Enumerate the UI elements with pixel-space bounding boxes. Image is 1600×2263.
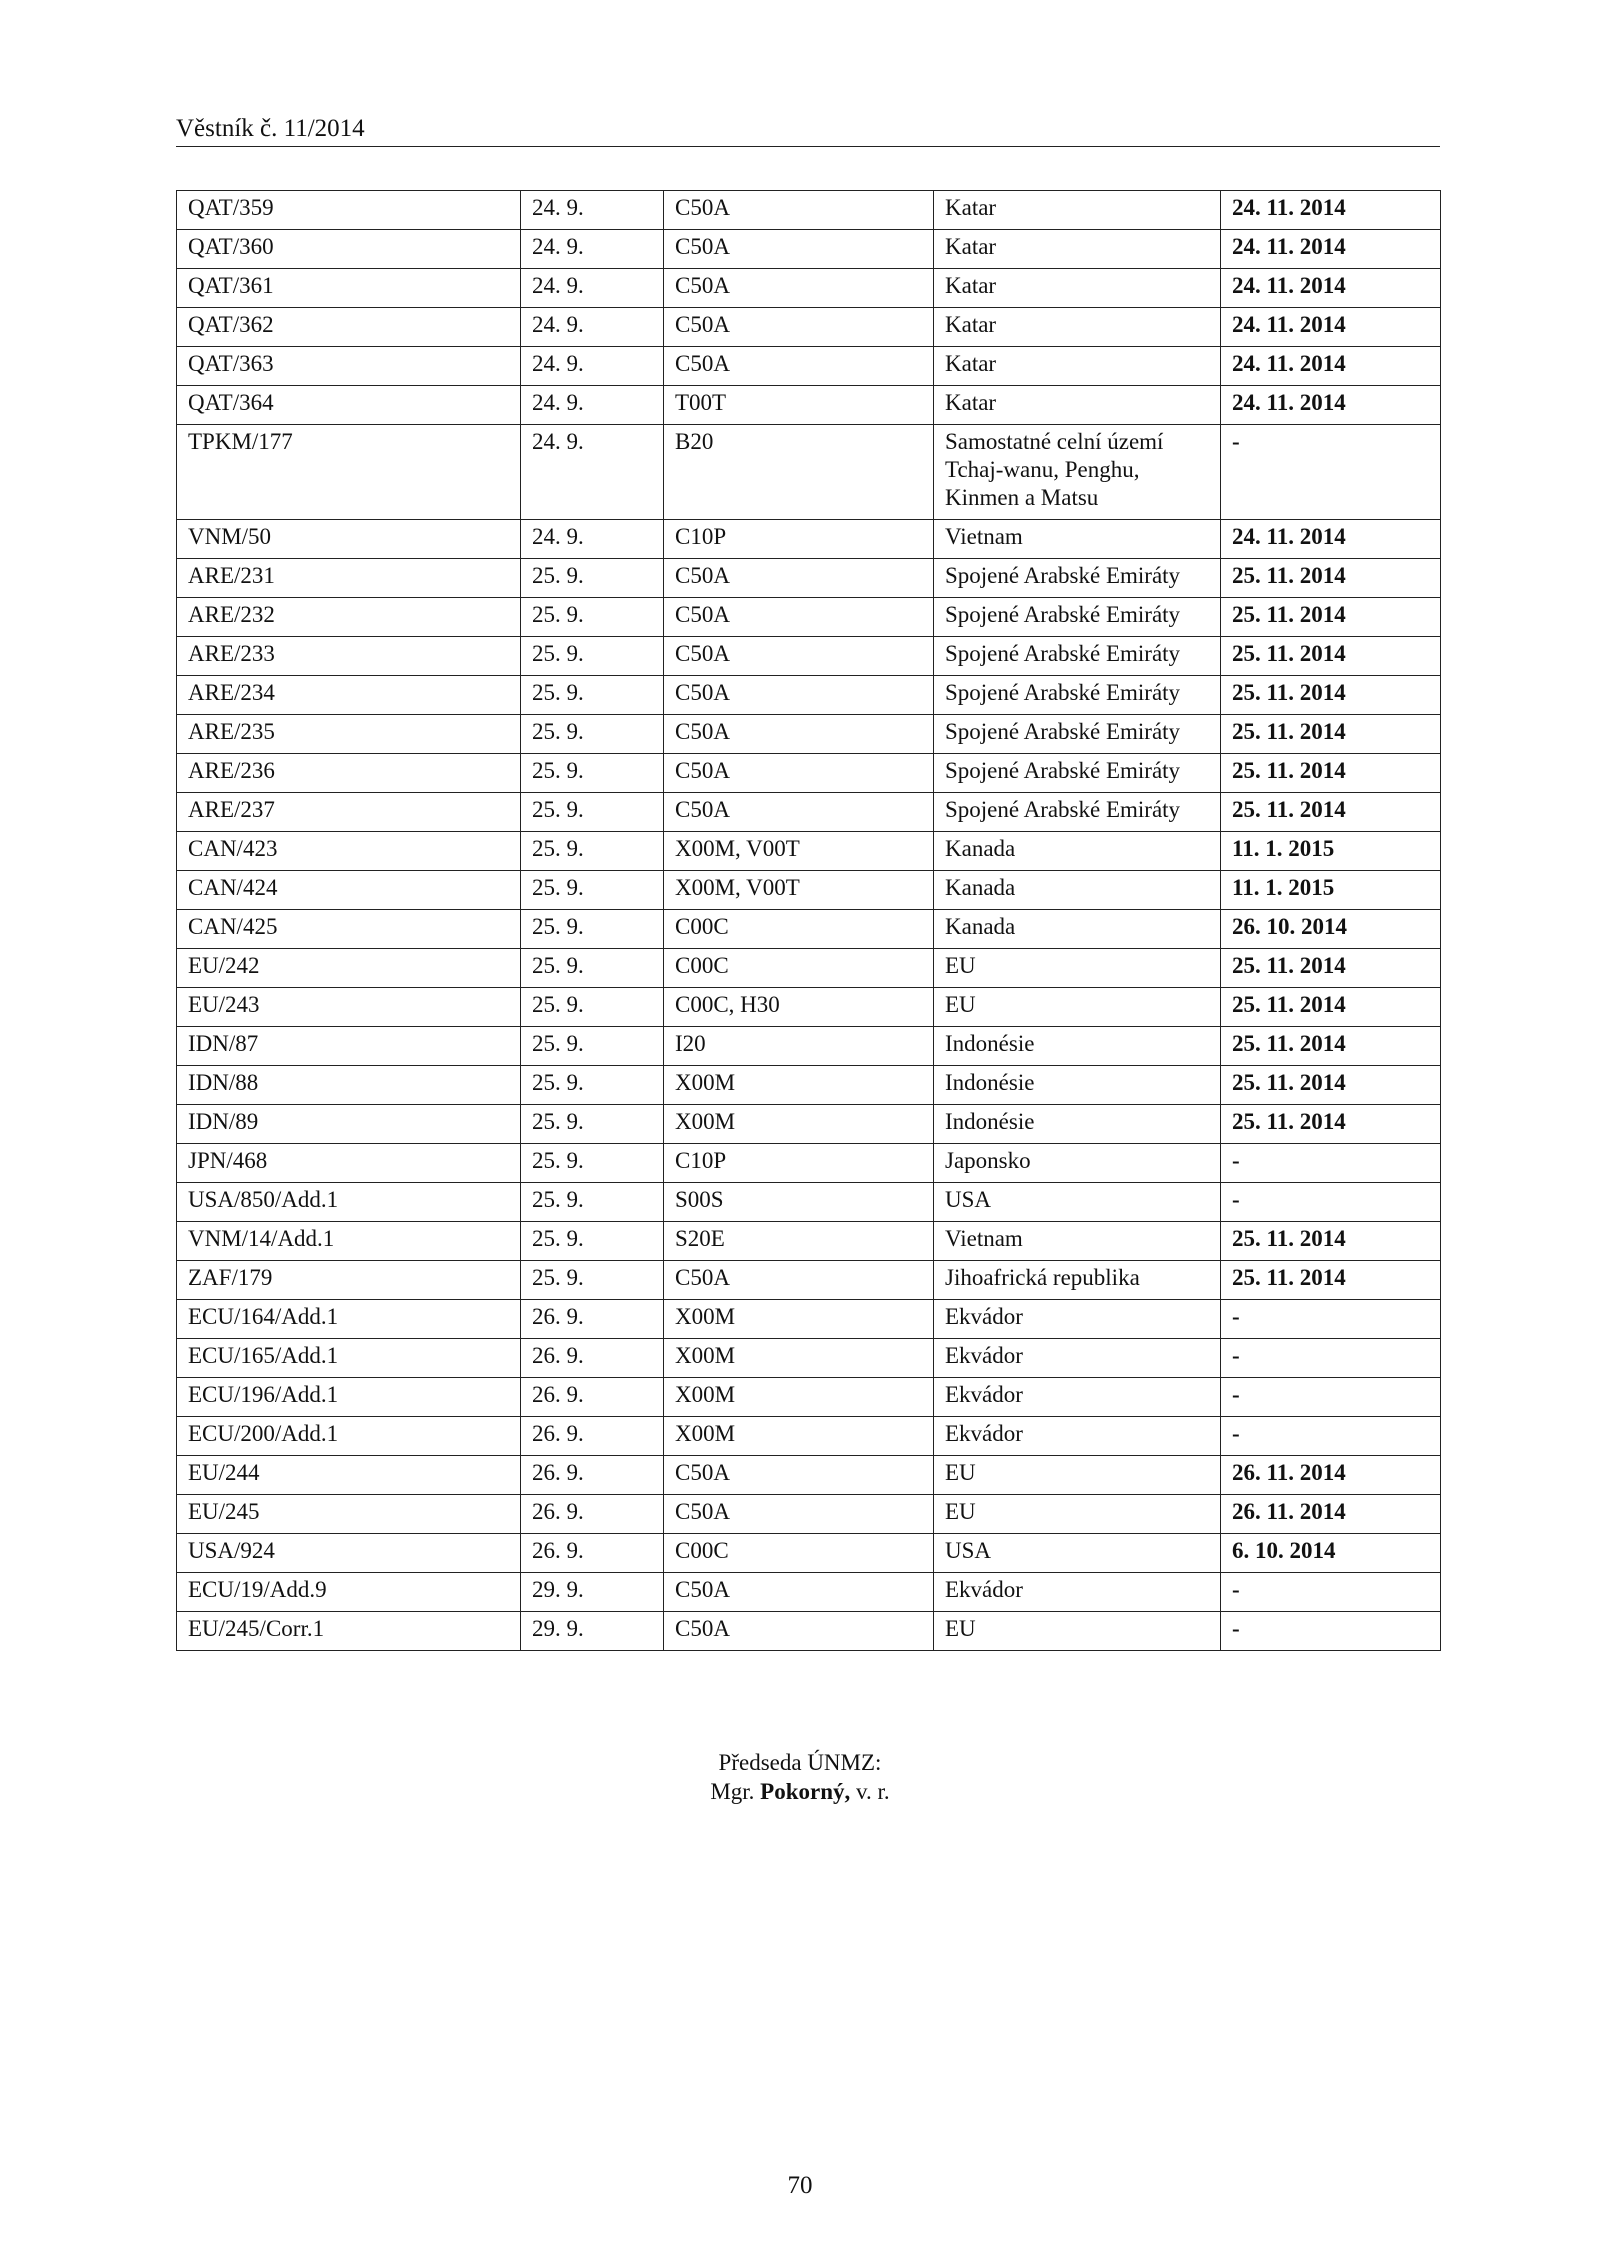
cell-date: 25. 9. bbox=[521, 1144, 664, 1183]
cell-deadline: 6. 10. 2014 bbox=[1221, 1534, 1441, 1573]
table-row bbox=[177, 559, 1441, 598]
cell-date: 25. 9. bbox=[521, 1066, 664, 1105]
cell-date: 25. 9. bbox=[521, 637, 664, 676]
cell-codes: C00C bbox=[664, 910, 934, 949]
table-body bbox=[177, 191, 1441, 1651]
cell-country: Kanada bbox=[934, 871, 1221, 910]
cell-country: Indonésie bbox=[934, 1105, 1221, 1144]
signature-name: Pokorný, bbox=[760, 1779, 851, 1804]
cell-symbol: ARE/232 bbox=[177, 598, 521, 637]
cell-date: 26. 9. bbox=[521, 1339, 664, 1378]
cell-symbol: EU/244 bbox=[177, 1456, 521, 1495]
cell-country: Spojené Arabské Emiráty bbox=[934, 598, 1221, 637]
cell-codes: C50A bbox=[664, 1495, 934, 1534]
cell-country: Ekvádor bbox=[934, 1300, 1221, 1339]
cell-date: 25. 9. bbox=[521, 598, 664, 637]
cell-codes: X00M, V00T bbox=[664, 832, 934, 871]
cell-deadline: 11. 1. 2015 bbox=[1221, 871, 1441, 910]
cell-date: 25. 9. bbox=[521, 793, 664, 832]
table-row bbox=[177, 676, 1441, 715]
table-row bbox=[177, 637, 1441, 676]
cell-deadline: 24. 11. 2014 bbox=[1221, 230, 1441, 269]
cell-date: 24. 9. bbox=[521, 230, 664, 269]
page-number: 70 bbox=[787, 2172, 813, 2199]
table-row bbox=[177, 871, 1441, 910]
cell-country: Ekvádor bbox=[934, 1378, 1221, 1417]
cell-country: Japonsko bbox=[934, 1144, 1221, 1183]
table-row bbox=[177, 1222, 1441, 1261]
cell-deadline: 24. 11. 2014 bbox=[1221, 347, 1441, 386]
cell-country: Spojené Arabské Emiráty bbox=[934, 559, 1221, 598]
cell-country: Ekvádor bbox=[934, 1573, 1221, 1612]
table-row bbox=[177, 1573, 1441, 1612]
cell-codes: C50A bbox=[664, 1261, 934, 1300]
cell-date: 25. 9. bbox=[521, 715, 664, 754]
cell-date: 25. 9. bbox=[521, 1261, 664, 1300]
cell-codes: C50A bbox=[664, 637, 934, 676]
cell-deadline: 24. 11. 2014 bbox=[1221, 308, 1441, 347]
table-row bbox=[177, 832, 1441, 871]
cell-date: 25. 9. bbox=[521, 1027, 664, 1066]
cell-country: Kanada bbox=[934, 832, 1221, 871]
cell-symbol: QAT/361 bbox=[177, 269, 521, 308]
cell-date: 26. 9. bbox=[521, 1456, 664, 1495]
cell-country: Spojené Arabské Emiráty bbox=[934, 793, 1221, 832]
table-row bbox=[177, 1066, 1441, 1105]
cell-deadline: 25. 11. 2014 bbox=[1221, 637, 1441, 676]
cell-codes: C00C bbox=[664, 1534, 934, 1573]
table-row bbox=[177, 230, 1441, 269]
cell-codes: C50A bbox=[664, 1612, 934, 1651]
table-row bbox=[177, 1105, 1441, 1144]
cell-symbol: QAT/359 bbox=[177, 191, 521, 230]
cell-country: Katar bbox=[934, 230, 1221, 269]
cell-deadline: - bbox=[1221, 1612, 1441, 1651]
cell-deadline: 24. 11. 2014 bbox=[1221, 191, 1441, 230]
table-row bbox=[177, 988, 1441, 1027]
cell-country: Spojené Arabské Emiráty bbox=[934, 754, 1221, 793]
table-row bbox=[177, 1339, 1441, 1378]
cell-codes: X00M bbox=[664, 1417, 934, 1456]
cell-codes: X00M bbox=[664, 1378, 934, 1417]
cell-date: 24. 9. bbox=[521, 191, 664, 230]
cell-codes: C10P bbox=[664, 520, 934, 559]
cell-date: 26. 9. bbox=[521, 1300, 664, 1339]
cell-codes: C50A bbox=[664, 347, 934, 386]
table-row bbox=[177, 386, 1441, 425]
cell-date: 25. 9. bbox=[521, 910, 664, 949]
cell-deadline: 11. 1. 2015 bbox=[1221, 832, 1441, 871]
notifications-table bbox=[176, 190, 1441, 1651]
cell-symbol: EU/243 bbox=[177, 988, 521, 1027]
table-row bbox=[177, 1612, 1441, 1651]
cell-date: 24. 9. bbox=[521, 269, 664, 308]
cell-deadline: 25. 11. 2014 bbox=[1221, 1222, 1441, 1261]
cell-symbol: EU/245/Corr.1 bbox=[177, 1612, 521, 1651]
cell-symbol: QAT/364 bbox=[177, 386, 521, 425]
cell-country: USA bbox=[934, 1183, 1221, 1222]
cell-country: Kanada bbox=[934, 910, 1221, 949]
cell-deadline: - bbox=[1221, 425, 1441, 520]
table-row bbox=[177, 754, 1441, 793]
cell-deadline: - bbox=[1221, 1339, 1441, 1378]
cell-symbol: CAN/424 bbox=[177, 871, 521, 910]
cell-deadline: 25. 11. 2014 bbox=[1221, 1105, 1441, 1144]
table-row bbox=[177, 191, 1441, 230]
cell-deadline: - bbox=[1221, 1300, 1441, 1339]
cell-country: EU bbox=[934, 1495, 1221, 1534]
cell-symbol: USA/850/Add.1 bbox=[177, 1183, 521, 1222]
cell-deadline: 24. 11. 2014 bbox=[1221, 386, 1441, 425]
cell-country: Katar bbox=[934, 308, 1221, 347]
cell-date: 25. 9. bbox=[521, 1105, 664, 1144]
cell-deadline: 24. 11. 2014 bbox=[1221, 520, 1441, 559]
cell-symbol: ARE/235 bbox=[177, 715, 521, 754]
cell-codes: C50A bbox=[664, 230, 934, 269]
cell-date: 29. 9. bbox=[521, 1612, 664, 1651]
table-row bbox=[177, 1378, 1441, 1417]
cell-deadline: 26. 11. 2014 bbox=[1221, 1456, 1441, 1495]
cell-country: Vietnam bbox=[934, 520, 1221, 559]
cell-deadline: - bbox=[1221, 1573, 1441, 1612]
cell-date: 29. 9. bbox=[521, 1573, 664, 1612]
cell-country: EU bbox=[934, 949, 1221, 988]
cell-symbol: ZAF/179 bbox=[177, 1261, 521, 1300]
cell-deadline: 25. 11. 2014 bbox=[1221, 598, 1441, 637]
cell-codes: S00S bbox=[664, 1183, 934, 1222]
cell-codes: C50A bbox=[664, 1456, 934, 1495]
cell-date: 26. 9. bbox=[521, 1417, 664, 1456]
cell-country: Indonésie bbox=[934, 1066, 1221, 1105]
cell-codes: X00M, V00T bbox=[664, 871, 934, 910]
cell-date: 24. 9. bbox=[521, 347, 664, 386]
cell-country: EU bbox=[934, 1456, 1221, 1495]
table-row bbox=[177, 520, 1441, 559]
cell-deadline: - bbox=[1221, 1144, 1441, 1183]
cell-symbol: ECU/165/Add.1 bbox=[177, 1339, 521, 1378]
cell-deadline: 25. 11. 2014 bbox=[1221, 676, 1441, 715]
cell-deadline: 25. 11. 2014 bbox=[1221, 1261, 1441, 1300]
cell-deadline: 25. 11. 2014 bbox=[1221, 715, 1441, 754]
cell-codes: C50A bbox=[664, 715, 934, 754]
table-row bbox=[177, 347, 1441, 386]
cell-symbol: EU/242 bbox=[177, 949, 521, 988]
cell-codes: C50A bbox=[664, 598, 934, 637]
cell-deadline: - bbox=[1221, 1417, 1441, 1456]
cell-codes: I20 bbox=[664, 1027, 934, 1066]
cell-deadline: - bbox=[1221, 1183, 1441, 1222]
cell-deadline: - bbox=[1221, 1378, 1441, 1417]
cell-symbol: ECU/19/Add.9 bbox=[177, 1573, 521, 1612]
cell-codes: C50A bbox=[664, 676, 934, 715]
cell-codes: C50A bbox=[664, 793, 934, 832]
cell-codes: X00M bbox=[664, 1066, 934, 1105]
cell-codes: X00M bbox=[664, 1339, 934, 1378]
cell-symbol: VNM/50 bbox=[177, 520, 521, 559]
page-header-title: Věstník č. 11/2014 bbox=[176, 115, 365, 142]
cell-country: Spojené Arabské Emiráty bbox=[934, 676, 1221, 715]
signature-prefix: Mgr. bbox=[710, 1779, 755, 1804]
cell-codes: C50A bbox=[664, 754, 934, 793]
table-row bbox=[177, 1495, 1441, 1534]
cell-date: 25. 9. bbox=[521, 754, 664, 793]
cell-date: 24. 9. bbox=[521, 308, 664, 347]
table-row bbox=[177, 598, 1441, 637]
cell-country: EU bbox=[934, 1612, 1221, 1651]
table-row bbox=[177, 1300, 1441, 1339]
cell-deadline: 25. 11. 2014 bbox=[1221, 559, 1441, 598]
cell-date: 24. 9. bbox=[521, 386, 664, 425]
cell-country: Ekvádor bbox=[934, 1339, 1221, 1378]
cell-codes: C50A bbox=[664, 191, 934, 230]
cell-codes: C50A bbox=[664, 269, 934, 308]
cell-deadline: 25. 11. 2014 bbox=[1221, 988, 1441, 1027]
cell-date: 25. 9. bbox=[521, 832, 664, 871]
cell-deadline: 25. 11. 2014 bbox=[1221, 1027, 1441, 1066]
table-row bbox=[177, 1534, 1441, 1573]
cell-country: USA bbox=[934, 1534, 1221, 1573]
cell-country: Vietnam bbox=[934, 1222, 1221, 1261]
cell-symbol: TPKM/177 bbox=[177, 425, 521, 520]
cell-country: Indonésie bbox=[934, 1027, 1221, 1066]
cell-symbol: ARE/234 bbox=[177, 676, 521, 715]
cell-country: Ekvádor bbox=[934, 1417, 1221, 1456]
signature-block bbox=[0, 1748, 1600, 1806]
cell-codes: C10P bbox=[664, 1144, 934, 1183]
cell-codes: S20E bbox=[664, 1222, 934, 1261]
cell-date: 25. 9. bbox=[521, 1222, 664, 1261]
table-row bbox=[177, 1183, 1441, 1222]
table-row bbox=[177, 1417, 1441, 1456]
cell-deadline: 25. 11. 2014 bbox=[1221, 793, 1441, 832]
cell-date: 26. 9. bbox=[521, 1495, 664, 1534]
cell-date: 24. 9. bbox=[521, 425, 664, 520]
cell-symbol: CAN/425 bbox=[177, 910, 521, 949]
table-row bbox=[177, 949, 1441, 988]
table-row bbox=[177, 1261, 1441, 1300]
cell-date: 25. 9. bbox=[521, 1183, 664, 1222]
cell-country: Katar bbox=[934, 386, 1221, 425]
cell-symbol: ARE/237 bbox=[177, 793, 521, 832]
signature-line bbox=[0, 1777, 1600, 1806]
signature-suffix: v. r. bbox=[856, 1779, 890, 1804]
cell-codes: C50A bbox=[664, 559, 934, 598]
cell-symbol: QAT/362 bbox=[177, 308, 521, 347]
cell-symbol: IDN/89 bbox=[177, 1105, 521, 1144]
cell-country: Spojené Arabské Emiráty bbox=[934, 637, 1221, 676]
cell-symbol: IDN/87 bbox=[177, 1027, 521, 1066]
table-row bbox=[177, 425, 1441, 520]
table-row bbox=[177, 1027, 1441, 1066]
cell-symbol: JPN/468 bbox=[177, 1144, 521, 1183]
cell-symbol: ARE/231 bbox=[177, 559, 521, 598]
cell-deadline: 25. 11. 2014 bbox=[1221, 949, 1441, 988]
cell-country: Samostatné celní území Tchaj-wanu, Penghu, Kinmen a Matsu bbox=[934, 425, 1221, 520]
cell-date: 25. 9. bbox=[521, 676, 664, 715]
cell-country: Katar bbox=[934, 347, 1221, 386]
table-row bbox=[177, 1456, 1441, 1495]
cell-codes: C50A bbox=[664, 1573, 934, 1612]
cell-date: 25. 9. bbox=[521, 949, 664, 988]
cell-symbol: QAT/363 bbox=[177, 347, 521, 386]
cell-codes: C00C, H30 bbox=[664, 988, 934, 1027]
cell-symbol: ECU/164/Add.1 bbox=[177, 1300, 521, 1339]
cell-deadline: 24. 11. 2014 bbox=[1221, 269, 1441, 308]
cell-symbol: VNM/14/Add.1 bbox=[177, 1222, 521, 1261]
cell-country: Spojené Arabské Emiráty bbox=[934, 715, 1221, 754]
cell-date: 25. 9. bbox=[521, 988, 664, 1027]
cell-symbol: USA/924 bbox=[177, 1534, 521, 1573]
cell-symbol: ECU/200/Add.1 bbox=[177, 1417, 521, 1456]
cell-date: 24. 9. bbox=[521, 520, 664, 559]
cell-date: 26. 9. bbox=[521, 1378, 664, 1417]
cell-date: 26. 9. bbox=[521, 1534, 664, 1573]
cell-date: 25. 9. bbox=[521, 871, 664, 910]
cell-symbol: EU/245 bbox=[177, 1495, 521, 1534]
cell-country: Katar bbox=[934, 191, 1221, 230]
cell-codes: X00M bbox=[664, 1300, 934, 1339]
table-row bbox=[177, 308, 1441, 347]
cell-deadline: 26. 10. 2014 bbox=[1221, 910, 1441, 949]
cell-deadline: 25. 11. 2014 bbox=[1221, 1066, 1441, 1105]
signature-role: Předseda ÚNMZ: bbox=[718, 1750, 882, 1775]
cell-symbol: QAT/360 bbox=[177, 230, 521, 269]
cell-date: 25. 9. bbox=[521, 559, 664, 598]
cell-codes: C00C bbox=[664, 949, 934, 988]
cell-symbol: ARE/236 bbox=[177, 754, 521, 793]
table-row bbox=[177, 1144, 1441, 1183]
table-row bbox=[177, 793, 1441, 832]
cell-codes: X00M bbox=[664, 1105, 934, 1144]
cell-symbol: IDN/88 bbox=[177, 1066, 521, 1105]
table-row bbox=[177, 269, 1441, 308]
table-row bbox=[177, 910, 1441, 949]
cell-deadline: 25. 11. 2014 bbox=[1221, 754, 1441, 793]
cell-symbol: ECU/196/Add.1 bbox=[177, 1378, 521, 1417]
cell-codes: C50A bbox=[664, 308, 934, 347]
table-row bbox=[177, 715, 1441, 754]
cell-country: EU bbox=[934, 988, 1221, 1027]
page-header bbox=[176, 110, 1440, 147]
cell-country: Jihoafrická republika bbox=[934, 1261, 1221, 1300]
cell-country: Katar bbox=[934, 269, 1221, 308]
cell-deadline: 26. 11. 2014 bbox=[1221, 1495, 1441, 1534]
cell-symbol: ARE/233 bbox=[177, 637, 521, 676]
cell-codes: T00T bbox=[664, 386, 934, 425]
cell-codes: B20 bbox=[664, 425, 934, 520]
cell-symbol: CAN/423 bbox=[177, 832, 521, 871]
